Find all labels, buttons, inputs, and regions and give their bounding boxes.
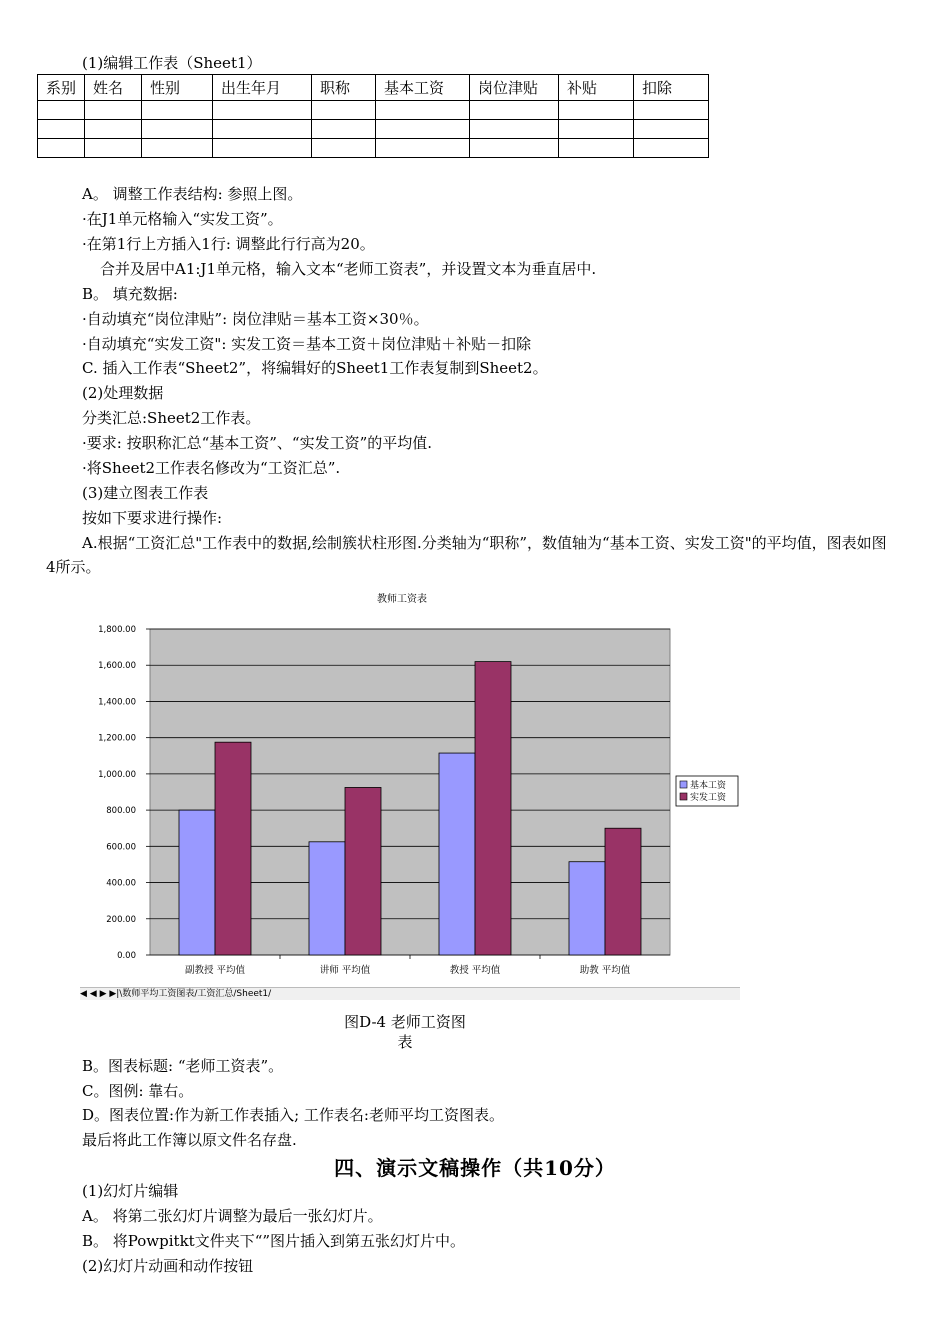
- legend-swatch: [680, 793, 687, 800]
- chart-container: [78, 585, 743, 1000]
- table-header-cell: 性别: [142, 75, 213, 101]
- y-tick-label: 1,600.00: [98, 661, 136, 672]
- table-header-cell: 姓名: [85, 75, 142, 101]
- table-row: [38, 101, 709, 120]
- table-row: [38, 139, 709, 158]
- legend-swatch: [680, 781, 687, 788]
- bar-actual-salary: [605, 828, 641, 955]
- bar-base-salary: [439, 753, 475, 955]
- legend-label: 实发工资: [690, 793, 727, 803]
- table-header-cell: 补贴: [559, 75, 634, 101]
- bar-actual-salary: [345, 787, 381, 955]
- ppt-item-3: B。 将Powpitkt文件夹下“”图片插入到第五张幻灯片中。: [82, 1232, 466, 1250]
- section3-title: (3)建立图表工作表: [82, 484, 209, 502]
- x-tick-label: 助教 平均值: [579, 965, 631, 976]
- bar-chart: [78, 585, 743, 985]
- save-instruction: 最后将此工作簿以原文件名存盘.: [82, 1131, 297, 1149]
- bar-base-salary: [309, 842, 345, 955]
- section1-title: (1)编辑工作表（Sheet1）: [82, 54, 262, 72]
- y-tick-label: 1,200.00: [98, 733, 136, 744]
- table-row: [38, 120, 709, 139]
- chart-step-d: D。图表位置:作为新工作表插入; 工作表名:老师平均工资图表。: [82, 1106, 504, 1124]
- y-tick-label: 800.00: [106, 806, 136, 817]
- table-header-cell: 出生年月: [213, 75, 312, 101]
- x-tick-label: 教授 平均值: [449, 965, 501, 976]
- caption-line-1: 图D-4 老师工资图: [344, 1013, 466, 1031]
- section2-item-2: ·要求: 按职称汇总“基本工资”、“实发工资”的平均值.: [82, 434, 433, 452]
- step-a-item-1: ·在J1单元格输入“实发工资”。: [82, 210, 283, 228]
- y-tick-label: 600.00: [106, 842, 136, 853]
- y-tick-label: 400.00: [106, 878, 136, 889]
- figure-caption: [330, 1012, 480, 1052]
- caption-line-2: 表: [397, 1033, 413, 1051]
- table-header-cell: 系别: [38, 75, 85, 101]
- bar-base-salary: [569, 862, 605, 955]
- y-tick-label: 1,800.00: [98, 625, 136, 635]
- chart-step-c: C。图例: 靠右。: [82, 1082, 194, 1100]
- step-b-item-2: ·自动填充“实发工资": 实发工资＝基本工资＋岗位津贴＋补贴－扣除: [82, 335, 532, 353]
- ppt-item-1: (1)幻灯片编辑: [82, 1182, 179, 1200]
- y-tick-label: 200.00: [106, 914, 136, 925]
- section2-item-1: 分类汇总:Sheet2工作表。: [82, 409, 261, 427]
- chart-step-b: B。图表标题: “老师工资表”。: [82, 1057, 284, 1075]
- table-header-cell: 扣除: [634, 75, 709, 101]
- step-b-item-1: ·自动填充“岗位津贴”: 岗位津贴＝基本工资×30％。: [82, 310, 429, 328]
- worksheet-table: [37, 74, 709, 158]
- section2-title: (2)处理数据: [82, 384, 164, 402]
- chart-title: 教师工资表: [377, 594, 427, 605]
- y-tick-label: 0.00: [117, 951, 136, 961]
- ppt-item-2: A。 将第二张幻灯片调整为最后一张幻灯片。: [82, 1207, 383, 1225]
- legend-label: 基本工资: [690, 781, 727, 791]
- table-header-cell: 基本工资: [376, 75, 470, 101]
- section2-item-3: ·将Sheet2工作表名修改为“工资汇总”.: [82, 459, 341, 477]
- x-tick-label: 副教授 平均值: [184, 965, 246, 976]
- step-a-item-3: 合并及居中A1:J1单元格，输入文本“老师工资表”，并设置文本为垂直居中.: [100, 260, 597, 278]
- bar-actual-salary: [215, 742, 251, 955]
- step-b-title: B。 填充数据:: [82, 285, 178, 303]
- ppt-item-4: (2)幻灯片动画和动作按钮: [82, 1257, 254, 1275]
- section-heading: 四、演示文稿操作（共10分）: [334, 1156, 616, 1180]
- section3-item-1: 按如下要求进行操作:: [82, 509, 223, 527]
- step-c: C. 插入工作表“Sheet2”，将编辑好的Sheet1工作表复制到Sheet2。: [82, 359, 548, 377]
- table-header-cell: 岗位津贴: [470, 75, 559, 101]
- step-a-item-2: ·在第1行上方插入1行: 调整此行行高为20。: [82, 235, 375, 253]
- step-a-title: A。 调整工作表结构: 参照上图。: [82, 185, 303, 203]
- table-header-cell: 职称: [312, 75, 376, 101]
- y-tick-label: 1,000.00: [98, 769, 136, 780]
- table-header-row: [38, 75, 709, 101]
- section3-item-2: A.根据“工资汇总"工作表中的数据,绘制簇状柱形图.分类轴为“职称”，数值轴为“基本工资、实发工资"的平均值，图表如图4所示。: [46, 534, 887, 576]
- bar-base-salary: [179, 810, 215, 955]
- y-tick-label: 1,400.00: [98, 697, 136, 708]
- x-tick-label: 讲师 平均值: [319, 965, 371, 976]
- sheet-tab-bar[interactable]: ◀ ◀ ▶ ▶|\数师平均工资图表/工资汇总/Sheet1/: [80, 987, 740, 1000]
- bar-actual-salary: [475, 662, 511, 955]
